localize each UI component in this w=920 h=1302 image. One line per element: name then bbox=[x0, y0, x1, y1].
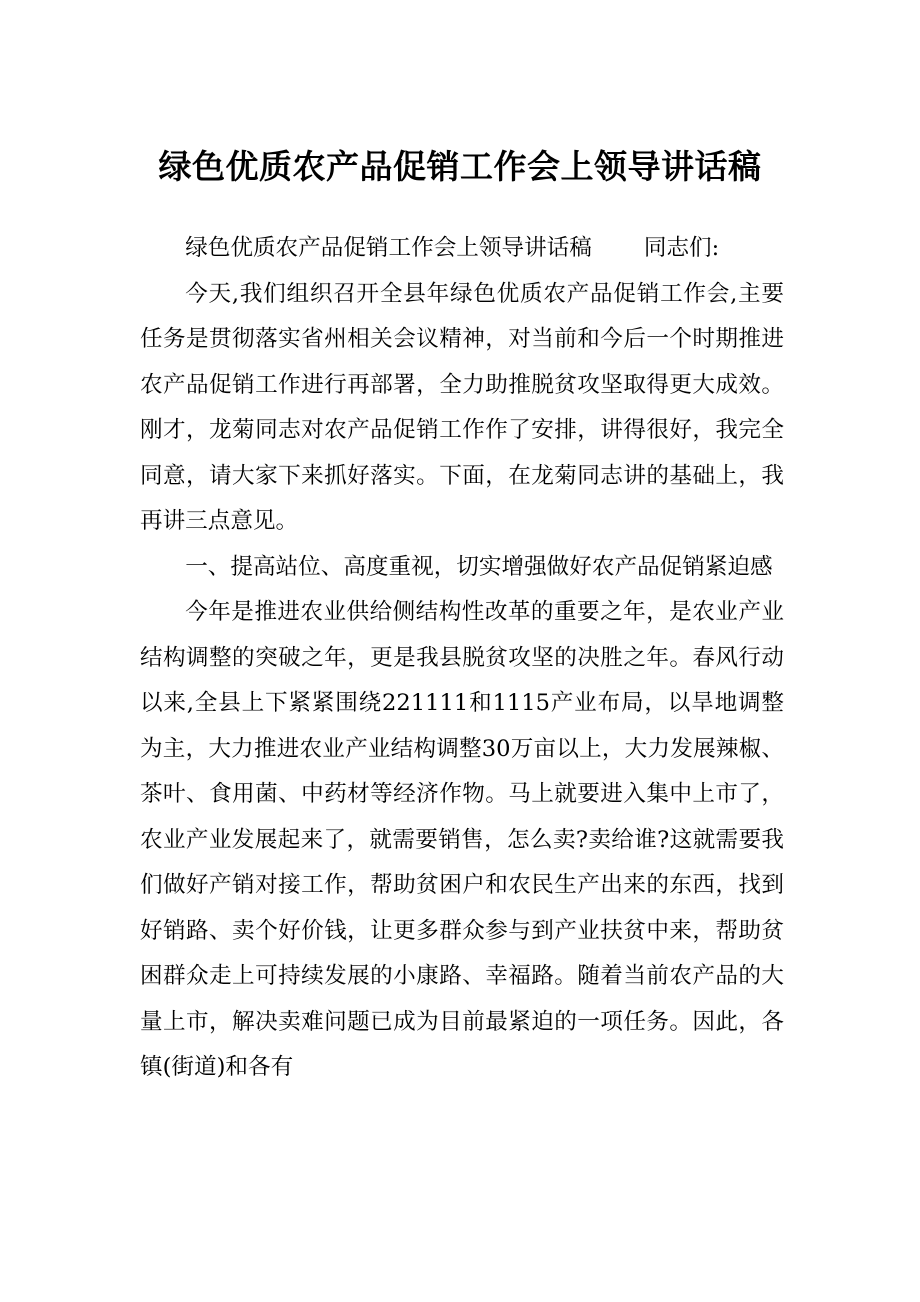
lead-subtitle: 绿色优质农产品促销工作会上领导讲话稿 bbox=[185, 235, 592, 261]
document-title: 绿色优质农产品促销工作会上领导讲话稿 bbox=[158, 147, 762, 186]
lead-line bbox=[140, 226, 784, 272]
paragraph-opening: 今天,我们组织召开全县年绿色优质农产品促销工作会,主要任务是贯彻落实省州相关会议精神，对当前和今后一个时期推进农产品促销工作进行再部署，全力助推脱贫攻坚取得更大成效。刚才，龙菊同志对农产品促销工作作了安排，讲得很好，我完全同意，请大家下来抓好落实。下面，在龙菊同志讲的基础上，我再讲三点意见。 bbox=[140, 280, 784, 534]
document-body bbox=[140, 226, 784, 1091]
section-heading-1: 一、提高站位、高度重视，切实增强做好农产品促销紧迫感 bbox=[185, 553, 773, 580]
salutation: 同志们: bbox=[643, 235, 720, 261]
paragraph-section-1: 今年是推进农业供给侧结构性改革的重要之年，是农业产业结构调整的突破之年，更是我县脱贫攻坚的决胜之年。春风行动以来,全县上下紧紧围绕221111和1115产业布局，以旱地调整为主，大力推进农业产业结构调整30万亩以上，大力发展辣椒、茶叶、食用菌、中药材等经济作物。马上就要进入集中上市了，农业产业发展起来了，就需要销售，怎么卖?卖给谁?这就需要我们做好产销对接工作，帮助贫困户和农民生产出来的东西，找到好销路、卖个好价钱，让更多群众参与到产业扶贫中来，帮助贫困群众走上可持续发展的小康路、幸福路。随着当前农产品的大量上市，解决卖难问题已成为目前最紧迫的一项任务。因此，各镇(街道)和各有 bbox=[140, 599, 784, 1080]
